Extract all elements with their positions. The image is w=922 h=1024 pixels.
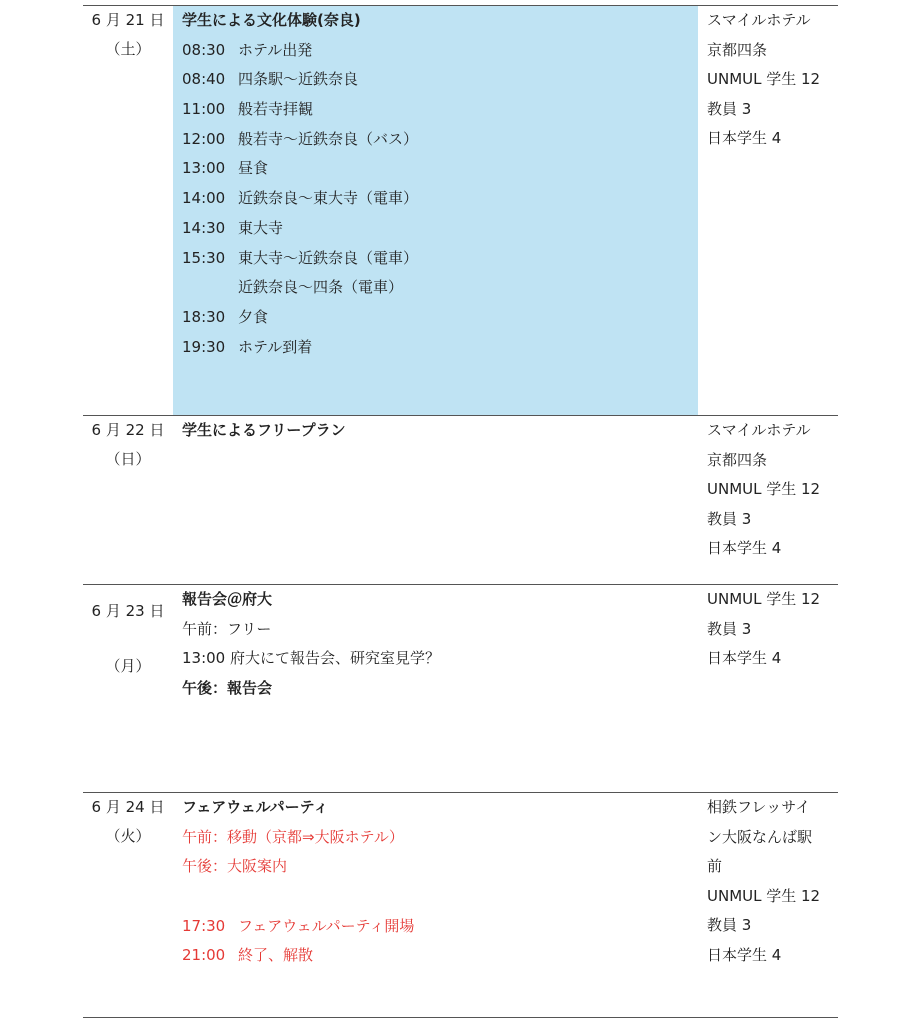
row-notes: スマイルホテル 京都四条 UNMUL 学生 12 教員 3 日本学生 4 <box>707 421 821 558</box>
schedule-line: 午前：移動（京都⇒大阪ホテル） <box>182 827 404 846</box>
schedule-item: 08:30 ホテル出発 <box>182 40 313 59</box>
row-notes: UNMUL 学生 12 教員 3 日本学生 4 <box>707 590 821 668</box>
blank-line <box>182 882 698 912</box>
schedule-row-0622 <box>83 416 838 584</box>
schedule-item: 15:30 東大寺～近鉄奈良（電車） <box>182 248 419 267</box>
schedule-row-0624 <box>83 793 838 1017</box>
row-date: 6 月 23 日 （月） <box>91 602 165 675</box>
schedule-row-0623 <box>83 585 838 792</box>
table-rule <box>83 1017 838 1018</box>
schedule-item: 13:00 昼食 <box>182 159 269 178</box>
row-notes: 相鉄フレッサイ ン大阪なんば駅 前 UNMUL 学生 12 教員 3 日本学生 4 <box>707 798 821 964</box>
schedule-item: 11:00 般若寺拝観 <box>182 100 314 119</box>
schedule-item: 19:30 ホテル到着 <box>182 337 313 356</box>
row-content <box>173 585 698 704</box>
schedule-item: 17:30 フェアウェルパーティ開場 <box>182 916 415 935</box>
schedule-row-0621 <box>83 6 838 415</box>
schedule-item: 08:40 四条駅～近鉄奈良 <box>182 70 359 89</box>
schedule-line: 13:00 府大にて報告会、研究室見学？ <box>182 649 440 668</box>
row-content <box>173 793 698 971</box>
day-title: 学生による文化体験(奈良) <box>182 11 361 29</box>
schedule-item: 18:30 夕食 <box>182 307 269 326</box>
schedule-item: 12:00 般若寺～近鉄奈良（バス） <box>182 129 419 148</box>
schedule-item: 21:00 終了、解散 <box>182 946 314 965</box>
row-date: 6 月 21 日 （土） <box>91 11 165 58</box>
schedule-item: 14:30 東大寺 <box>182 218 284 237</box>
row-content <box>173 416 698 446</box>
schedule-line: 午前：フリー <box>182 619 272 638</box>
row-notes: スマイルホテル 京都四条 UNMUL 学生 12 教員 3 日本学生 4 <box>707 11 821 148</box>
schedule-line: 午後：大阪案内 <box>182 857 288 876</box>
schedule-item: 14:00 近鉄奈良～東大寺（電車） <box>182 189 419 208</box>
day-title: 報告会＠府大 <box>182 590 273 608</box>
row-date: 6 月 22 日 （日） <box>91 421 165 468</box>
schedule-line-bold: 午後：報告会 <box>182 679 273 698</box>
row-content <box>173 6 698 415</box>
day-title: フェアウェルパーティ <box>182 798 329 816</box>
schedule-item: 近鉄奈良～四条（電車） <box>238 278 404 297</box>
row-date: 6 月 24 日 （火） <box>91 798 165 845</box>
day-title: 学生によるフリープラン <box>182 421 346 439</box>
